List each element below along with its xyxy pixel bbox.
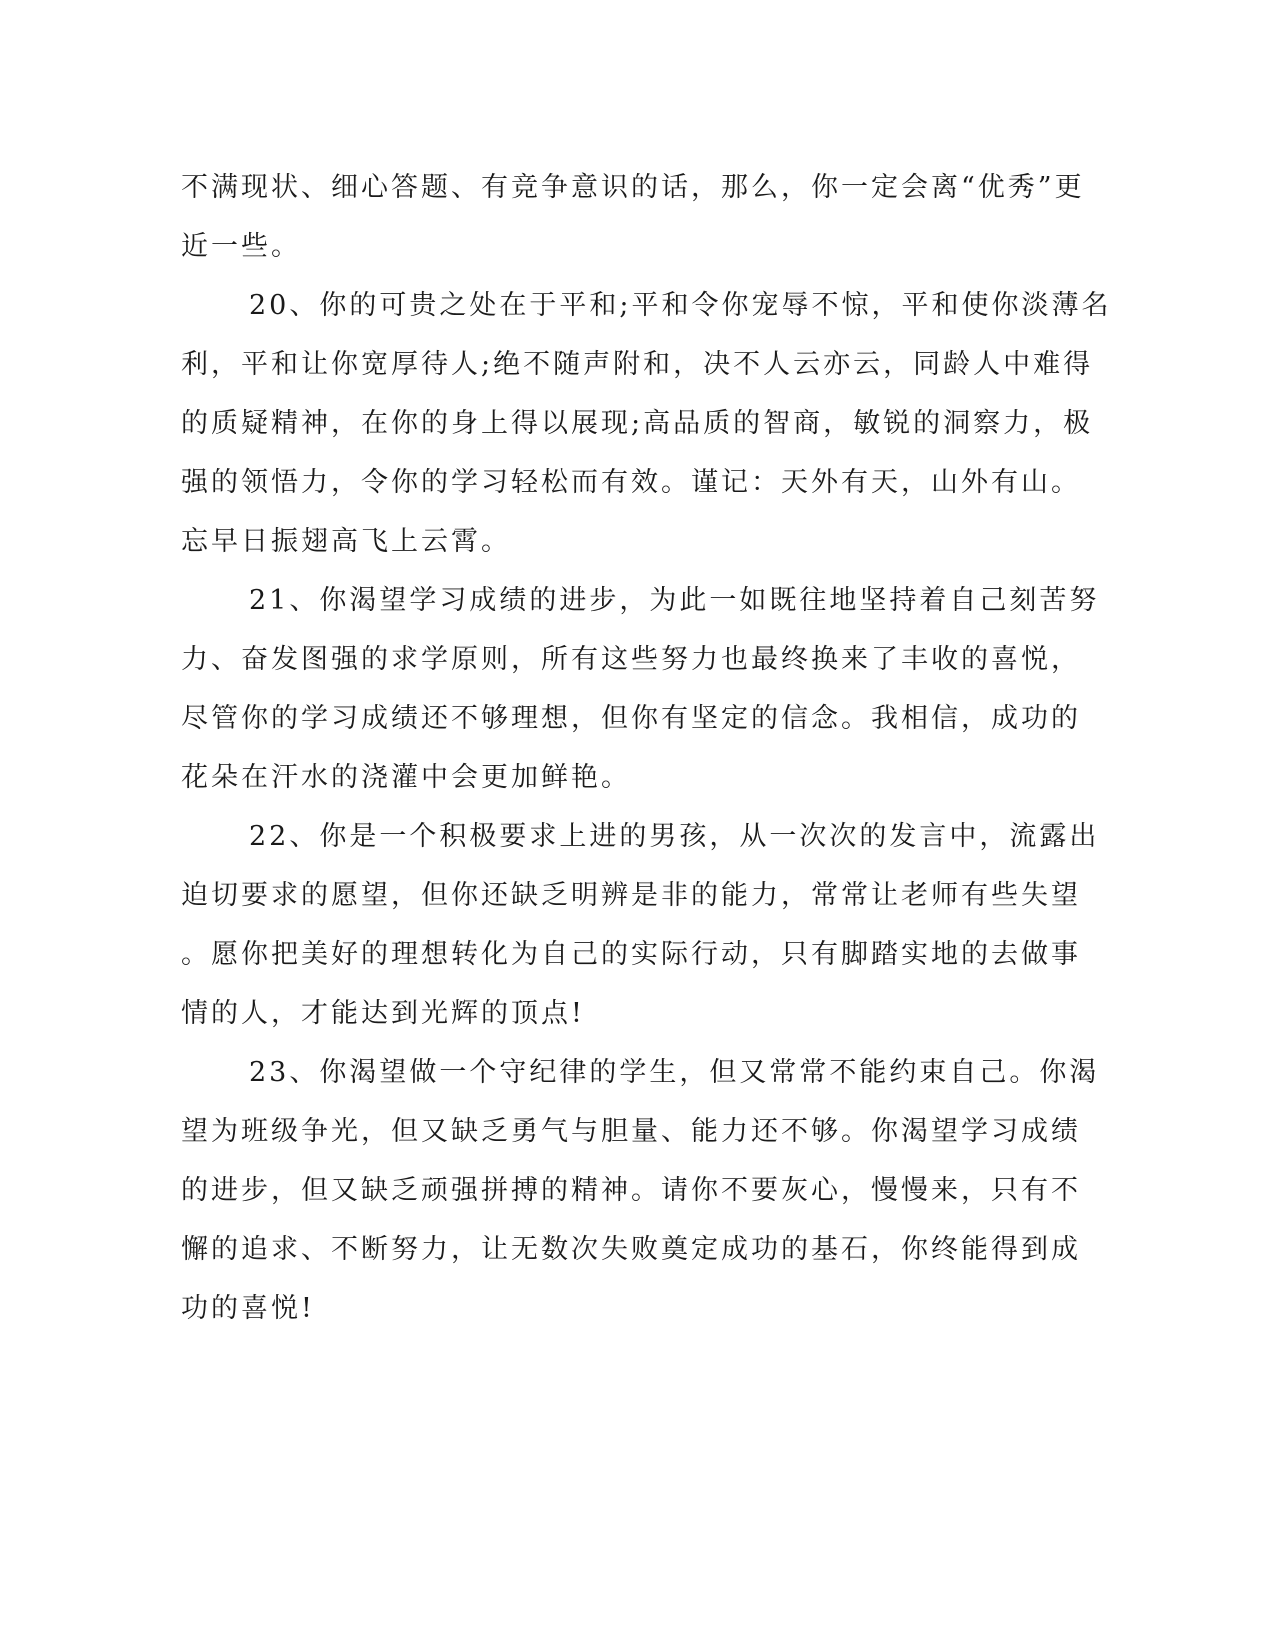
paragraph-19-line-2: 近一些。 — [181, 231, 301, 262]
paragraph-21-line-3: 尽管你的学习成绩还不够理想，但你有坚定的信念。我相信，成功的 — [181, 703, 1081, 734]
paragraph-23-line-5: 功的喜悦! — [181, 1293, 315, 1324]
paragraph-22-line-4: 情的人，才能达到光辉的顶点! — [181, 998, 585, 1029]
paragraph-19-line-1: 不满现状、细心答题、有竞争意识的话，那么，你一定会离“优秀”更 — [181, 172, 1085, 203]
document-body — [181, 158, 1112, 1338]
paragraph-22-line-1: 22、你是一个积极要求上进的男孩，从一次次的发言中，流露出 — [249, 821, 1100, 852]
paragraph-20-line-3: 的质疑精神，在你的身上得以展现;高品质的智商，敏锐的洞察力，极 — [181, 408, 1094, 439]
paragraph-20-line-4: 强的领悟力，令你的学习轻松而有效。谨记：天外有天，山外有山。 — [181, 467, 1081, 498]
paragraph-21-line-1: 21、你渴望学习成绩的进步，为此一如既往地坚持着自己刻苦努 — [249, 585, 1100, 616]
paragraph-21-line-2: 力、奋发图强的求学原则，所有这些努力也最终换来了丰收的喜悦， — [181, 644, 1081, 675]
paragraph-23-line-2: 望为班级争光，但又缺乏勇气与胆量、能力还不够。你渴望学习成绩 — [181, 1116, 1081, 1147]
paragraph-20-line-2: 利，平和让你宽厚待人;绝不随声附和，决不人云亦云，同龄人中难得 — [181, 349, 1094, 380]
paragraph-20-line-5: 忘早日振翅高飞上云霄。 — [181, 526, 511, 557]
paragraph-23-line-4: 懈的追求、不断努力，让无数次失败奠定成功的基石，你终能得到成 — [181, 1234, 1081, 1265]
paragraph-20-line-1: 20、你的可贵之处在于平和;平和令你宠辱不惊，平和使你淡薄名 — [249, 290, 1112, 321]
paragraph-21-line-4: 花朵在汗水的浇灌中会更加鲜艳。 — [181, 762, 631, 793]
paragraph-23-line-1: 23、你渴望做一个守纪律的学生，但又常常不能约束自己。你渴 — [249, 1057, 1100, 1088]
paragraph-22-line-3: 。愿你把美好的理想转化为自己的实际行动，只有脚踏实地的去做事 — [181, 939, 1081, 970]
paragraph-22-line-2: 迫切要求的愿望，但你还缺乏明辨是非的能力，常常让老师有些失望 — [181, 880, 1081, 911]
paragraph-23-line-3: 的进步，但又缺乏顽强拼搏的精神。请你不要灰心，慢慢来，只有不 — [181, 1175, 1081, 1206]
